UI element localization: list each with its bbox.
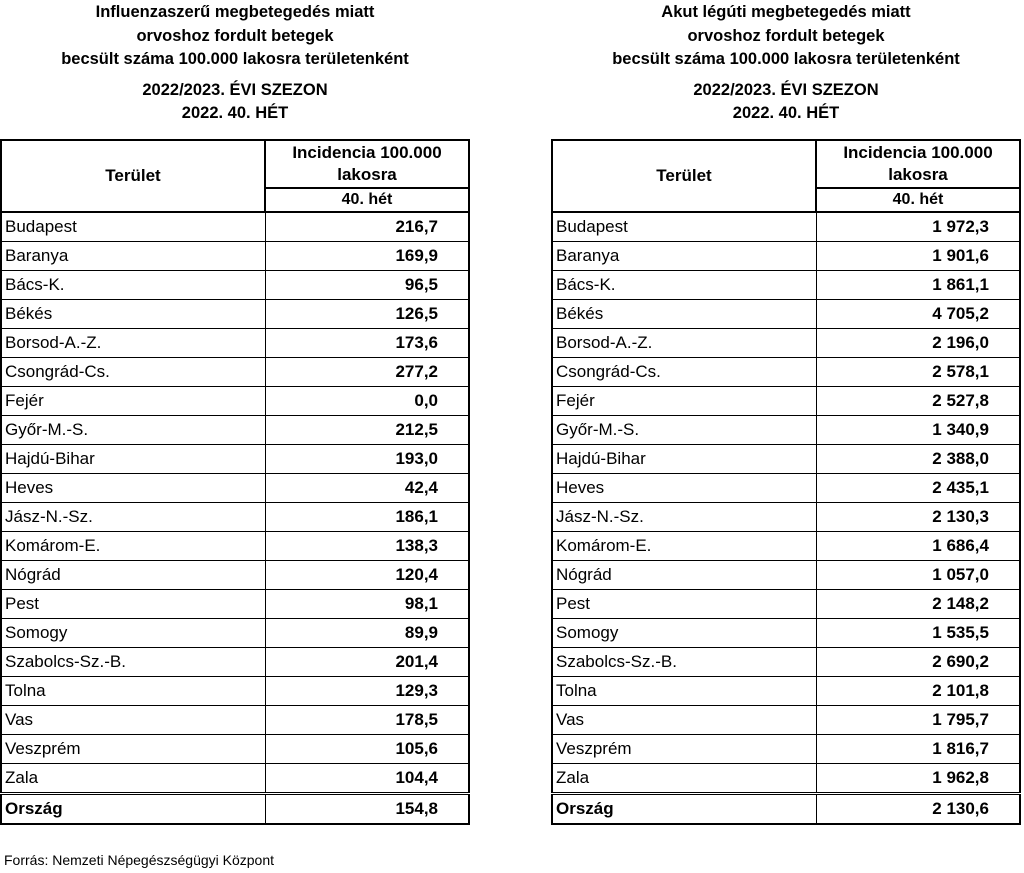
total-row: [1, 793, 469, 824]
incidence-value-cell: 126,5: [265, 299, 469, 328]
season-heading: [551, 79, 1021, 126]
area-name-cell: Vas: [1, 705, 265, 734]
area-name-cell: Bács-K.: [552, 270, 816, 299]
season-label: 2022/2023. ÉVI SZEZON: [693, 80, 879, 99]
title-line: orvoshoz fordult betegek: [136, 26, 334, 45]
table-row: [552, 473, 1020, 502]
area-name-cell: Tolna: [552, 676, 816, 705]
season-label: 2022/2023. ÉVI SZEZON: [142, 80, 328, 99]
header-line: lakosra: [337, 164, 397, 184]
incidence-value-cell: 1 816,7: [816, 734, 1020, 763]
area-name-cell: Zala: [1, 763, 265, 793]
panel-title: [0, 1, 470, 72]
incidence-value-cell: 277,2: [265, 357, 469, 386]
incidence-value-cell: 89,9: [265, 618, 469, 647]
area-name-cell: Békés: [1, 299, 265, 328]
table-row: [1, 328, 469, 357]
incidence-value-cell: 4 705,2: [816, 299, 1020, 328]
total-value-cell: 2 130,6: [816, 793, 1020, 824]
area-name-cell: Komárom-E.: [1, 531, 265, 560]
title-line: Influenzaszerű megbetegedés miatt: [95, 3, 375, 21]
area-name-cell: Budapest: [1, 212, 265, 242]
table-row: [1, 444, 469, 473]
incidence-value-cell: 1 972,3: [816, 212, 1020, 242]
column-header-incidence: [816, 140, 1020, 188]
acute-respiratory-panel: [551, 0, 1021, 825]
incidence-value-cell: 129,3: [265, 676, 469, 705]
incidence-value-cell: 2 527,8: [816, 386, 1020, 415]
table-row: [552, 589, 1020, 618]
area-name-cell: Nógrád: [1, 560, 265, 589]
table-row: [552, 502, 1020, 531]
area-name-cell: Jász-N.-Sz.: [1, 502, 265, 531]
table-row: [552, 444, 1020, 473]
table-row: [552, 676, 1020, 705]
area-name-cell: Fejér: [552, 386, 816, 415]
incidence-value-cell: 104,4: [265, 763, 469, 793]
area-name-cell: Heves: [1, 473, 265, 502]
incidence-value-cell: 105,6: [265, 734, 469, 763]
area-name-cell: Pest: [1, 589, 265, 618]
area-name-cell: Zala: [552, 763, 816, 793]
area-name-cell: Tolna: [1, 676, 265, 705]
table-row: [1, 676, 469, 705]
table-row: [1, 618, 469, 647]
area-name-cell: Borsod-A.-Z.: [552, 328, 816, 357]
table-row: [1, 705, 469, 734]
table-row: [1, 357, 469, 386]
table-row: [1, 212, 469, 242]
table-row: [552, 705, 1020, 734]
area-name-cell: Somogy: [552, 618, 816, 647]
table-row: [1, 647, 469, 676]
area-name-cell: Hajdú-Bihar: [552, 444, 816, 473]
table-row: [552, 647, 1020, 676]
incidence-value-cell: 201,4: [265, 647, 469, 676]
area-name-cell: Veszprém: [1, 734, 265, 763]
table-row: [1, 386, 469, 415]
incidence-value-cell: 1 686,4: [816, 531, 1020, 560]
area-name-cell: Bács-K.: [1, 270, 265, 299]
area-name-cell: Szabolcs-Sz.-B.: [1, 647, 265, 676]
source-note: Forrás: Nemzeti Népegészségügyi Központ: [4, 852, 275, 868]
incidence-value-cell: 1 962,8: [816, 763, 1020, 793]
area-name-cell: Veszprém: [552, 734, 816, 763]
title-line: orvoshoz fordult betegek: [687, 26, 885, 45]
table-row: [1, 241, 469, 270]
table-row: [552, 531, 1020, 560]
total-label-cell: Ország: [1, 793, 265, 824]
incidence-value-cell: 212,5: [265, 415, 469, 444]
incidence-value-cell: 96,5: [265, 270, 469, 299]
area-name-cell: Komárom-E.: [552, 531, 816, 560]
incidence-value-cell: 0,0: [265, 386, 469, 415]
incidence-value-cell: 1 795,7: [816, 705, 1020, 734]
area-name-cell: Jász-N.-Sz.: [552, 502, 816, 531]
total-value-cell: 154,8: [265, 793, 469, 824]
area-name-cell: Pest: [552, 589, 816, 618]
area-name-cell: Győr-M.-S.: [1, 415, 265, 444]
header-line: Incidencia 100.000: [843, 142, 993, 162]
incidence-value-cell: 169,9: [265, 241, 469, 270]
column-header-week: 40. hét: [265, 188, 469, 212]
table-row: [552, 763, 1020, 793]
table-row: [1, 502, 469, 531]
area-name-cell: Baranya: [1, 241, 265, 270]
incidence-value-cell: 178,5: [265, 705, 469, 734]
header-line: Incidencia 100.000: [292, 142, 442, 162]
incidence-value-cell: 2 101,8: [816, 676, 1020, 705]
area-name-cell: Somogy: [1, 618, 265, 647]
title-line: becsült száma 100.000 lakosra területenként: [612, 50, 960, 68]
table-row: [1, 270, 469, 299]
incidence-value-cell: 2 130,3: [816, 502, 1020, 531]
title-line: Akut légúti megbetegedés miatt: [661, 3, 911, 21]
table-row: [1, 589, 469, 618]
table-row: [552, 415, 1020, 444]
title-line: becsült száma 100.000 lakosra területenként: [61, 50, 409, 68]
area-name-cell: Vas: [552, 705, 816, 734]
table-row: [552, 328, 1020, 357]
column-header-area: Terület: [1, 140, 265, 212]
area-name-cell: Békés: [552, 299, 816, 328]
total-label-cell: Ország: [552, 793, 816, 824]
column-header-area: Terület: [552, 140, 816, 212]
table-row: [552, 560, 1020, 589]
table-row: [552, 357, 1020, 386]
incidence-value-cell: 1 340,9: [816, 415, 1020, 444]
area-name-cell: Budapest: [552, 212, 816, 242]
table-row: [1, 734, 469, 763]
influenza-panel: [0, 0, 470, 825]
incidence-table: [551, 139, 1021, 825]
incidence-table: [0, 139, 470, 825]
area-name-cell: Baranya: [552, 241, 816, 270]
table-row: [552, 241, 1020, 270]
area-name-cell: Szabolcs-Sz.-B.: [552, 647, 816, 676]
table-row: [1, 763, 469, 793]
table-row: [1, 531, 469, 560]
table-row: [552, 299, 1020, 328]
table-row: [552, 734, 1020, 763]
season-heading: [0, 79, 470, 126]
incidence-value-cell: 2 388,0: [816, 444, 1020, 473]
incidence-value-cell: 2 578,1: [816, 357, 1020, 386]
table-row: [552, 270, 1020, 299]
table-row: [552, 212, 1020, 242]
area-name-cell: Hajdú-Bihar: [1, 444, 265, 473]
table-row: [1, 560, 469, 589]
week-label: 2022. 40. HÉT: [181, 104, 289, 122]
table-row: [552, 386, 1020, 415]
incidence-value-cell: 2 196,0: [816, 328, 1020, 357]
incidence-value-cell: 2 690,2: [816, 647, 1020, 676]
incidence-value-cell: 42,4: [265, 473, 469, 502]
total-row: [552, 793, 1020, 824]
header-line: lakosra: [888, 164, 948, 184]
week-label: 2022. 40. HÉT: [732, 104, 840, 122]
column-header-week: 40. hét: [816, 188, 1020, 212]
table-row: [552, 618, 1020, 647]
area-name-cell: Csongrád-Cs.: [1, 357, 265, 386]
incidence-value-cell: 1 535,5: [816, 618, 1020, 647]
incidence-value-cell: 173,6: [265, 328, 469, 357]
incidence-value-cell: 1 057,0: [816, 560, 1020, 589]
area-name-cell: Csongrád-Cs.: [552, 357, 816, 386]
incidence-value-cell: 2 148,2: [816, 589, 1020, 618]
table-row: [1, 473, 469, 502]
incidence-value-cell: 120,4: [265, 560, 469, 589]
area-name-cell: Győr-M.-S.: [552, 415, 816, 444]
area-name-cell: Borsod-A.-Z.: [1, 328, 265, 357]
area-name-cell: Fejér: [1, 386, 265, 415]
incidence-value-cell: 1 901,6: [816, 241, 1020, 270]
panel-title: [551, 1, 1021, 72]
incidence-value-cell: 98,1: [265, 589, 469, 618]
area-name-cell: Nógrád: [552, 560, 816, 589]
table-row: [1, 299, 469, 328]
incidence-value-cell: 216,7: [265, 212, 469, 242]
table-row: [1, 415, 469, 444]
incidence-value-cell: 186,1: [265, 502, 469, 531]
incidence-value-cell: 193,0: [265, 444, 469, 473]
incidence-value-cell: 138,3: [265, 531, 469, 560]
incidence-value-cell: 1 861,1: [816, 270, 1020, 299]
incidence-value-cell: 2 435,1: [816, 473, 1020, 502]
area-name-cell: Heves: [552, 473, 816, 502]
column-header-incidence: [265, 140, 469, 188]
